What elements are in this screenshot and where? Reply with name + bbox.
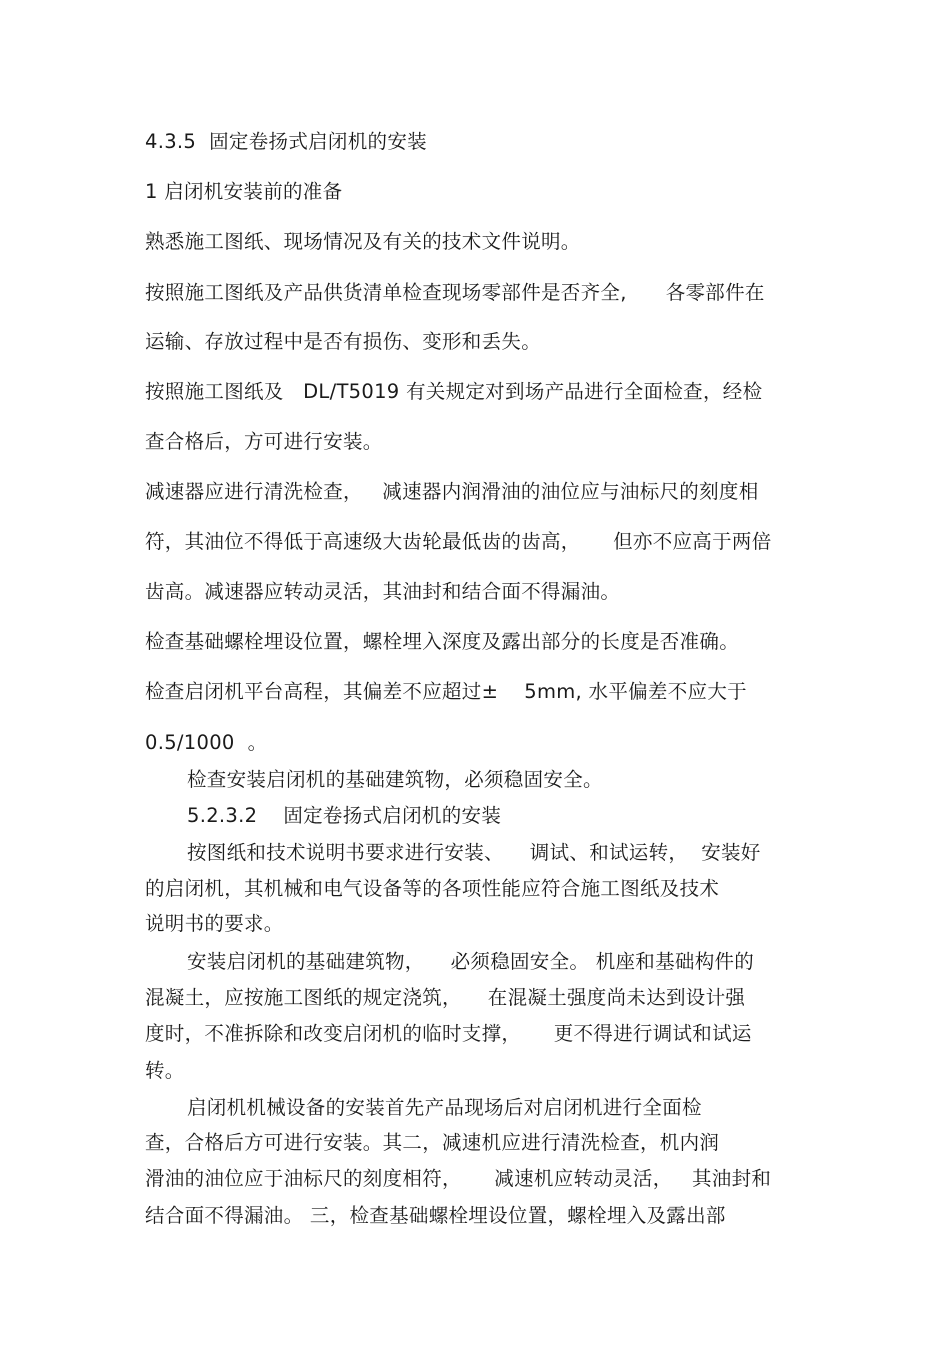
section-heading: 4.3.5 固定卷扬式启闭机的安装 (145, 130, 427, 153)
text-line: 熟悉施工图纸、现场情况及有关的技术文件说明。 (145, 230, 581, 253)
text-line: 查，合格后方可进行安装。其二，减速机应进行清洗检查，机内润 (145, 1131, 720, 1154)
text-line: 5.2.3.2 固定卷扬式启闭机的安装 (187, 804, 502, 827)
text-line: 按照施工图纸及产品供货清单检查现场零部件是否齐全, 各零部件在 (145, 281, 765, 304)
text-line: 查合格后，方可进行安装。 (145, 430, 383, 453)
text-line: 结合面不得漏油。 三，检查基础螺栓埋设位置，螺栓埋入及露出部 (145, 1204, 726, 1227)
text-line: 滑油的油位应于油标尺的刻度相符， 减速机应转动灵活， 其油封和 (145, 1167, 772, 1190)
text-line: 说明书的要求。 (145, 912, 284, 935)
text-line: 安装启闭机的基础建筑物， 必须稳固安全。 机座和基础构件的 (187, 950, 755, 973)
text-line: 度时，不准拆除和改变启闭机的临时支撑， 更不得进行调试和试运 (145, 1022, 752, 1045)
text-line: 混凝土，应按施工图纸的规定浇筑， 在混凝土强度尚未达到设计强 (145, 986, 746, 1009)
text-line: 转。 (145, 1059, 185, 1082)
text-line: 的启闭机，其机械和电气设备等的各项性能应符合施工图纸及技术 (145, 877, 720, 900)
text-line: 检查安装启闭机的基础建筑物，必须稳固安全。 (187, 768, 603, 791)
text-line: 启闭机机械设备的安装首先产品现场后对启闭机进行全面检 (187, 1096, 702, 1119)
text-line: 按图纸和技术说明书要求进行安装、 调试、和试运转， 安装好 (187, 841, 761, 864)
text-line: 齿高。减速器应转动灵活，其油封和结合面不得漏油。 (145, 580, 621, 603)
text-line: 检查基础螺栓埋设位置，螺栓埋入深度及露出部分的长度是否准确。 (145, 630, 740, 653)
text-line: 按照施工图纸及 DL/T5019 有关规定对到场产品进行全面检查，经检 (145, 380, 763, 403)
text-line: 减速器应进行清洗检查， 减速器内润滑油的油位应与油标尺的刻度相 (145, 480, 759, 503)
text-line: 0.5/1000 。 (145, 731, 268, 754)
subsection-heading: 1 启闭机安装前的准备 (145, 180, 343, 203)
text-line: 运输、存放过程中是否有损伤、变形和丢失。 (145, 330, 542, 353)
text-line: 检查启闭机平台高程，其偏差不应超过± 5mm, 水平偏差不应大于 (145, 680, 747, 703)
text-line: 符，其油位不得低于高速级大齿轮最低齿的齿高， 但亦不应高于两倍 (145, 530, 772, 553)
